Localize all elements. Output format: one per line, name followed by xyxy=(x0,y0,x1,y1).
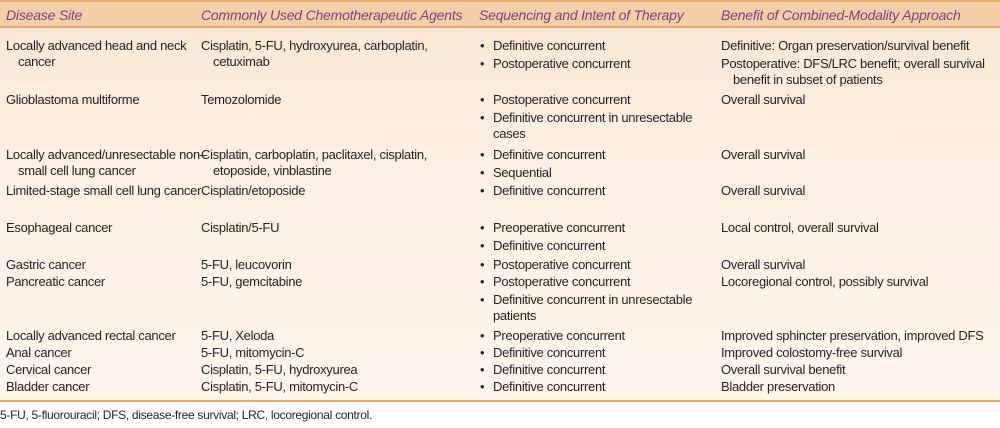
benefit-cell xyxy=(721,92,997,108)
agents-cell: Cisplatin, 5-FU, mitomycin-C xyxy=(201,379,359,394)
benefit-text: Definitive: Organ preservation/survival benefit xyxy=(721,38,970,53)
disease-cell: Bladder cancer xyxy=(6,379,90,394)
sequencing-cell xyxy=(479,147,714,183)
header-agents: Commonly Used Chemotherapeutic Agents xyxy=(201,7,463,23)
sequencing-cell xyxy=(479,38,714,74)
table-header-row xyxy=(0,0,1000,28)
sequencing-cell xyxy=(479,183,714,201)
disease-cell: Locally advanced/unresectable non–small cell lung cancer xyxy=(6,147,207,178)
benefit-text: Locoregional control, possibly survival xyxy=(721,274,929,289)
disease-cell: Glioblastoma multiforme xyxy=(6,92,140,107)
sequencing-cell xyxy=(479,220,714,256)
disease-cell: Pancreatic cancer xyxy=(6,274,105,289)
benefit-cell xyxy=(721,220,997,236)
sequencing-item: • Preoperative concurrent xyxy=(479,328,714,344)
benefit-cell xyxy=(721,362,997,378)
agents-cell: 5-FU, Xeloda xyxy=(201,328,274,343)
sequencing-item: • Sequential xyxy=(479,165,714,181)
sequencing-item: • Definitive concurrent xyxy=(479,183,714,199)
sequencing-item: • Definitive concurrent in unresectable cases xyxy=(479,110,714,142)
sequencing-item: • Definitive concurrent xyxy=(479,362,714,378)
agents-cell: 5-FU, leucovorin xyxy=(201,257,292,272)
benefit-text: Postoperative: DFS/LRC benefit; overall survival benefit in subset of patients xyxy=(721,56,985,87)
agents-cell: 5-FU, mitomycin-C xyxy=(201,345,305,360)
disease-cell: Gastric cancer xyxy=(6,257,86,272)
benefit-text: Local control, overall survival xyxy=(721,220,879,235)
agents-cell: Cisplatin, 5-FU, hydroxyurea xyxy=(201,362,358,377)
agents-cell: Cisplatin/5-FU xyxy=(201,220,280,235)
benefit-text: Overall survival xyxy=(721,257,806,272)
disease-cell: Limited-stage small cell lung cancer xyxy=(6,183,202,198)
benefit-cell xyxy=(721,328,997,344)
sequencing-item: • Postoperative concurrent xyxy=(479,56,714,72)
benefit-text: Overall survival xyxy=(721,183,806,198)
sequencing-item: • Definitive concurrent xyxy=(479,147,714,163)
disease-cell: Anal cancer xyxy=(6,345,72,360)
agents-cell: 5-FU, gemcitabine xyxy=(201,274,303,289)
benefit-text: Overall survival xyxy=(721,92,806,107)
sequencing-item: • Definitive concurrent xyxy=(479,38,714,54)
agents-cell: Cisplatin, 5-FU, hydroxyurea, carboplatin, cetuximab xyxy=(201,38,428,69)
header-sequencing: Sequencing and Intent of Therapy xyxy=(479,7,684,23)
table-footnote: 5-FU, 5-fluorouracil; DFS, disease-free survival; LRC, locoregional control. xyxy=(0,408,373,422)
sequencing-cell xyxy=(479,345,714,363)
sequencing-item: • Definitive concurrent xyxy=(479,345,714,361)
sequencing-item: • Postoperative concurrent xyxy=(479,274,714,290)
sequencing-cell xyxy=(479,328,714,346)
sequencing-cell xyxy=(479,379,714,397)
benefit-cell xyxy=(721,274,997,290)
agents-cell: Temozolomide xyxy=(201,92,282,107)
sequencing-item: • Preoperative concurrent xyxy=(479,220,714,236)
sequencing-item: • Definitive concurrent xyxy=(479,238,714,254)
disease-cell: Cervical cancer xyxy=(6,362,92,377)
sequencing-cell xyxy=(479,274,714,326)
benefit-cell xyxy=(721,183,997,199)
benefit-cell xyxy=(721,257,997,273)
agents-cell: Cisplatin/etoposide xyxy=(201,183,306,198)
disease-cell: Locally advanced head and neck cancer xyxy=(6,38,187,69)
sequencing-cell xyxy=(479,92,714,144)
header-benefit: Benefit of Combined-Modality Approach xyxy=(721,7,961,23)
sequencing-item: • Definitive concurrent xyxy=(479,379,714,395)
sequencing-cell xyxy=(479,362,714,380)
disease-cell: Locally advanced rectal cancer xyxy=(6,328,176,343)
sequencing-item: • Definitive concurrent in unresectable patients xyxy=(479,292,714,324)
benefit-text: Improved colostomy-free survival xyxy=(721,345,903,360)
agents-cell: Cisplatin, carboplatin, paclitaxel, cisplatin, etoposide, vinblastine xyxy=(201,147,428,178)
sequencing-cell xyxy=(479,257,714,275)
benefit-text: Improved sphincter preservation, improved DFS xyxy=(721,328,984,343)
disease-cell: Esophageal cancer xyxy=(6,220,113,235)
sequencing-item: • Postoperative concurrent xyxy=(479,92,714,108)
benefit-cell xyxy=(721,379,997,395)
benefit-cell xyxy=(721,38,997,88)
benefit-text: Overall survival benefit xyxy=(721,362,846,377)
sequencing-item: • Postoperative concurrent xyxy=(479,257,714,273)
benefit-cell xyxy=(721,147,997,163)
header-disease-site: Disease Site xyxy=(6,7,83,23)
benefit-text: Bladder preservation xyxy=(721,379,835,394)
benefit-cell xyxy=(721,345,997,361)
table-bottom-rule xyxy=(0,400,1000,402)
benefit-text: Overall survival xyxy=(721,147,806,162)
